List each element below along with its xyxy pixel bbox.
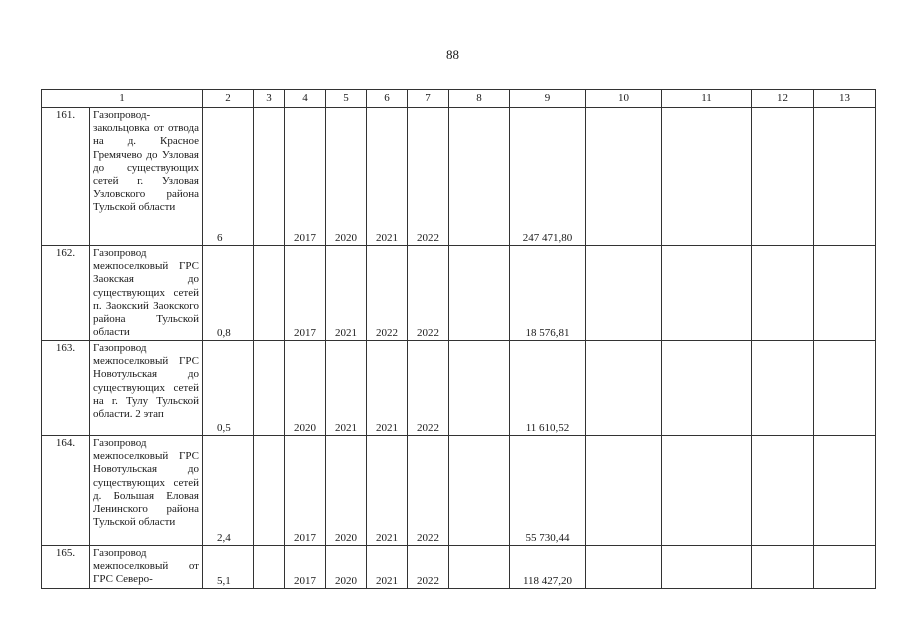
row-number: 165.: [42, 546, 90, 589]
col-12-value: [752, 246, 814, 341]
length-value: 6: [203, 108, 254, 246]
header-cell-13: 13: [814, 90, 876, 108]
cost-value: 118 427,20: [510, 546, 586, 589]
col-13-value: [814, 436, 876, 546]
header-cell-6: 6: [367, 90, 408, 108]
header-row: [42, 90, 876, 108]
cost-value: 55 730,44: [510, 436, 586, 546]
col-8-value: [449, 436, 510, 546]
object-name: [90, 546, 203, 589]
col-10-value: [586, 246, 662, 341]
col-10-value: [586, 108, 662, 246]
col-4-year: 2017: [285, 546, 326, 589]
col-7-year: 2022: [408, 341, 449, 436]
col-4-year: 2017: [285, 108, 326, 246]
cost-value: 18 576,81: [510, 246, 586, 341]
object-name: [90, 436, 203, 546]
col-13-value: [814, 108, 876, 246]
col-8-value: [449, 341, 510, 436]
length-value: 0,8: [203, 246, 254, 341]
col-6-year: 2021: [367, 108, 408, 246]
col-12-value: [752, 436, 814, 546]
header-cell-8: 8: [449, 90, 510, 108]
col-11-value: [662, 341, 752, 436]
col-4-year: 2017: [285, 436, 326, 546]
col-6-year: 2021: [367, 546, 408, 589]
col-6-year: 2022: [367, 246, 408, 341]
table-row: [42, 246, 876, 341]
table-row: [42, 108, 876, 246]
col-5-year: 2020: [326, 436, 367, 546]
col-3-value: [254, 108, 285, 246]
col-3-value: [254, 246, 285, 341]
object-name-text: Газопровод-закольцовка от отвода на д. Красное Гремячево до Узловая до существующих сетей г. Узловая Узловского района Тульской области: [93, 109, 199, 214]
col-5-year: 2021: [326, 246, 367, 341]
col-4-year: 2017: [285, 246, 326, 341]
col-13-value: [814, 246, 876, 341]
col-8-value: [449, 108, 510, 246]
col-11-value: [662, 546, 752, 589]
header-cell-9: 9: [510, 90, 586, 108]
col-6-year: 2021: [367, 436, 408, 546]
col-3-value: [254, 436, 285, 546]
col-8-value: [449, 546, 510, 589]
object-name-text: Газопровод межпоселковый ГРС Заокская до существующих сетей п. Заокский Заокского района Тульской области: [93, 247, 199, 339]
header-cell-7: 7: [408, 90, 449, 108]
row-number: 162.: [42, 246, 90, 341]
object-name-text: Газопровод межпоселковый от ГРС Северо-: [93, 547, 199, 586]
col-10-value: [586, 546, 662, 589]
object-name: [90, 108, 203, 246]
col-8-value: [449, 246, 510, 341]
header-cell-5: 5: [326, 90, 367, 108]
col-3-value: [254, 546, 285, 589]
header-cell-4: 4: [285, 90, 326, 108]
row-number: 163.: [42, 341, 90, 436]
object-name: [90, 246, 203, 341]
col-7-year: 2022: [408, 436, 449, 546]
object-name-text: Газопровод межпоселковый ГРС Новотульская до существующих сетей на г. Тулу Тульской области. 2 этап: [93, 342, 199, 421]
col-10-value: [586, 341, 662, 436]
col-4-year: 2020: [285, 341, 326, 436]
col-5-year: 2020: [326, 546, 367, 589]
col-10-value: [586, 436, 662, 546]
col-7-year: 2022: [408, 246, 449, 341]
col-7-year: 2022: [408, 108, 449, 246]
col-3-value: [254, 341, 285, 436]
length-value: 0,5: [203, 341, 254, 436]
col-5-year: 2020: [326, 108, 367, 246]
investment-table: [41, 89, 876, 589]
col-12-value: [752, 546, 814, 589]
cost-value: 11 610,52: [510, 341, 586, 436]
object-name: [90, 341, 203, 436]
page-number: 88: [446, 47, 459, 62]
length-value: 2,4: [203, 436, 254, 546]
row-number: 161.: [42, 108, 90, 246]
header-cell-12: 12: [752, 90, 814, 108]
table-row: [42, 546, 876, 589]
col-11-value: [662, 436, 752, 546]
col-12-value: [752, 341, 814, 436]
table-row: [42, 341, 876, 436]
row-number: 164.: [42, 436, 90, 546]
header-cell-11: 11: [662, 90, 752, 108]
col-6-year: 2021: [367, 341, 408, 436]
header-cell-1: 1: [42, 90, 203, 108]
header-cell-10: 10: [586, 90, 662, 108]
table-row: [42, 436, 876, 546]
col-5-year: 2021: [326, 341, 367, 436]
length-value: 5,1: [203, 546, 254, 589]
header-cell-3: 3: [254, 90, 285, 108]
col-11-value: [662, 108, 752, 246]
header-cell-2: 2: [203, 90, 254, 108]
col-7-year: 2022: [408, 546, 449, 589]
object-name-text: Газопровод межпоселковый ГРС Новотульская до существующих сетей д. Большая Еловая Ленинского района Тульской области: [93, 437, 199, 529]
col-13-value: [814, 341, 876, 436]
col-11-value: [662, 246, 752, 341]
col-13-value: [814, 546, 876, 589]
col-12-value: [752, 108, 814, 246]
cost-value: 247 471,80: [510, 108, 586, 246]
